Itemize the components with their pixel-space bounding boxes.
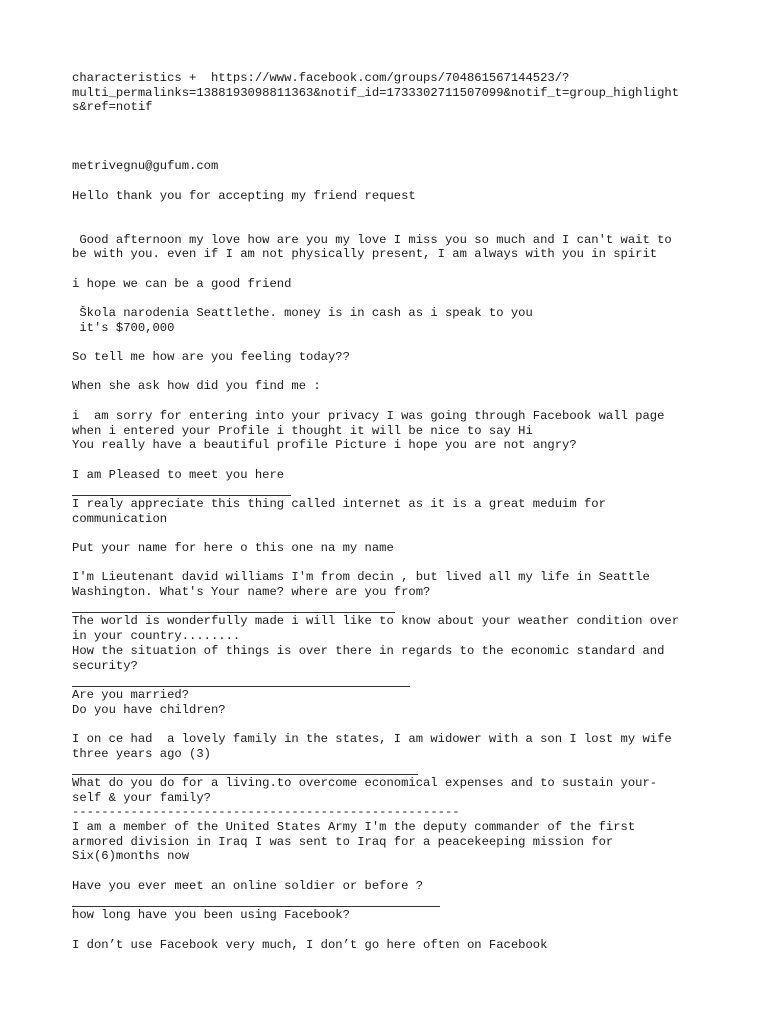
paragraph-line: When she ask how did you find me : — [72, 379, 321, 394]
paragraph-line: I am Pleased to meet you here — [72, 467, 285, 482]
paragraph-line: when i entered your Profile i thought it will be nice to say Hi — [72, 423, 533, 438]
paragraph-line: security? — [72, 658, 138, 673]
header-line: s&ref=notif — [72, 100, 153, 115]
paragraph-line: it's $700,000 — [72, 320, 175, 335]
paragraph-line: Do you have children? — [72, 702, 226, 717]
divider-line — [72, 686, 410, 687]
paragraph-line: What do you do for a living.to overcome economical expenses and to sustain your- — [72, 776, 658, 790]
paragraph-line: I'm Lieutenant david williams I'm from decin , but lived all my life in Seattle — [72, 570, 650, 585]
header-line: multi_permalinks=1388193098811363&notif_id=1733302711507099&notif_t=group_highlight — [72, 85, 680, 100]
paragraph-line: armored division in Iraq I was sent to Iraq for a peacekeeping mission for — [72, 834, 614, 849]
document-page — [72, 71, 712, 952]
divider-line — [72, 612, 395, 613]
paragraph-line: i am sorry for entering into your privacy I was going through Facebook wall page — [72, 408, 665, 423]
divider-line — [72, 495, 291, 496]
paragraph-line: Washington. What's Your name? where are you from? — [72, 585, 431, 600]
paragraph-line: communication — [72, 511, 168, 526]
email-address: metrivegnu@gufum.com — [72, 159, 219, 174]
paragraph-line: I on ce had a lovely family in the states, I am widower with a son I lost my wife — [72, 731, 672, 746]
paragraph-line: I don’t use Facebook very much, I don’t go here often on Facebook — [72, 937, 548, 952]
paragraph-line: How the situation of things is over there in regards to the economic standard and — [72, 643, 665, 658]
paragraph-line: Six(6)months now — [72, 849, 190, 864]
greeting-text: Hello thank you for accepting my friend request — [72, 188, 416, 203]
paragraph-line: be with you. even if I am not physically present, I am always with you in spirit — [72, 247, 658, 262]
paragraph-line: self & your family? — [72, 790, 211, 805]
paragraph-line: three years ago (3) — [72, 746, 211, 761]
paragraph-line: Put your name for here o this one na my name — [72, 541, 394, 555]
paragraph-line: Good afternoon my love how are you my love I miss you so much and I can't wait to — [72, 232, 672, 247]
header-line: characteristics + https://www.facebook.com/groups/704861567144523/? — [72, 71, 570, 85]
paragraph-line: I realy appreciate this thing called internet as it is a great meduim for — [72, 496, 606, 511]
paragraph-line: I am a member of the United States Army I'm the deputy commander of the first — [72, 820, 636, 835]
paragraph-line: i hope we can be a good friend — [72, 276, 292, 291]
divider-line — [72, 774, 418, 775]
dash-divider: ----------------------------------------------------- — [72, 805, 460, 820]
paragraph-line: So tell me how are you feeling today?? — [72, 350, 350, 365]
paragraph-line: You really have a beautiful profile Picture i hope you are not angry? — [72, 438, 577, 453]
paragraph-line: Have you ever meet an online soldier or before ? — [72, 878, 424, 893]
divider-line — [72, 906, 440, 907]
paragraph-line: in your country........ — [72, 629, 241, 644]
paragraph-line: Škola narodenia Seattlethe. money is in cash as i speak to you — [72, 306, 533, 320]
paragraph-line: how long have you been using Facebook? — [72, 908, 350, 923]
paragraph-line: The world is wonderfully made i will like to know about your weather condition over — [72, 614, 680, 629]
paragraph-line: Are you married? — [72, 687, 190, 702]
